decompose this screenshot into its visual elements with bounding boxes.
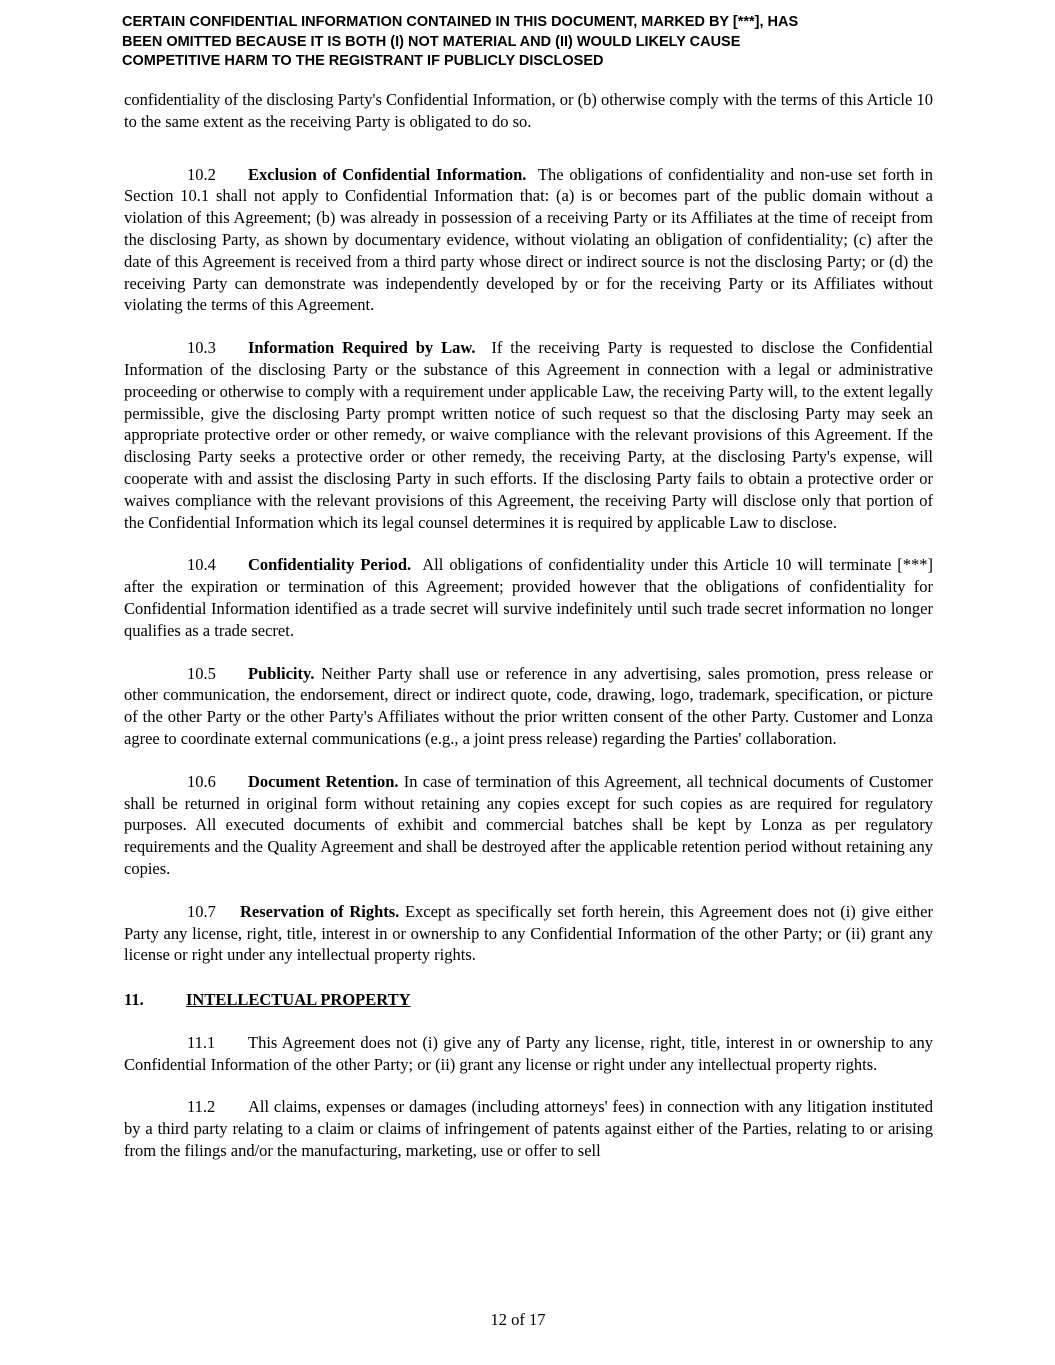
notice-line: BEEN OMITTED BECAUSE IT IS BOTH (I) NOT MATERIAL AND (II) WOULD LIKELY CAUSE xyxy=(122,33,741,50)
article-number: 11. xyxy=(124,990,144,1010)
section-text: If the receiving Party is requested to disclose the Confidential Information of the disclosing Party or the substance of this Agreement in connection with a legal or administrative proceeding or otherwise to comply with a requirement under applicable Law, the receiving Party will, to the extent legally permissible, give the disclosing Party prompt written notice of such request so that the disclosing Party may seek an appropriate protective order or other remedy, or waive compliance with the relevant provisions of this Agreement. If the disclosing Party seeks a protective order or other remedy, the receiving Party, at the disclosing Party's expense, will cooperate with and assist the disclosing Party in such efforts. If the disclosing Party fails to obtain a protective order or waives compliance with the relevant provisions of this Agreement, the receiving Party will disclose only that portion of the Confidential Information which its legal counsel determines it is required by applicable Law to disclose. xyxy=(124,338,934,532)
confidentiality-notice-header xyxy=(122,13,922,72)
article-title: INTELLECTUAL PROPERTY xyxy=(186,990,411,1010)
section-text: Neither Party shall use or reference in any advertising, sales promotion, press release or other communication, the endorsement, direct or indirect quote, code, drawing, logo, trademark, specification, or picture of the other Party or the other Party's Affiliates without the prior written consent of the other Party. Customer and Lonza agree to coordinate external communications (e.g., a joint press release) regarding the Parties' collaboration. xyxy=(124,663,933,748)
section-11-2 xyxy=(124,1096,933,1161)
continuation-paragraph: confidentiality of the disclosing Party's Confidential Information, or (b) otherwise comply with the terms of this Article 10 to the same extent as the receiving Party is obligated to do so. xyxy=(124,90,933,131)
section-text: This Agreement does not (i) give any of Party any license, right, title, interest in or ownership to any Confidential Information of the other Party; or (ii) grant any license or right under any intellectual property rights. xyxy=(124,1032,933,1074)
section-number: 10.7 xyxy=(187,901,216,921)
page-number: 12 of 17 xyxy=(490,1310,546,1329)
section-text: All claims, expenses or damages (including attorneys' fees) in connection with any litigation instituted by a third party relating to a claim or claims of infringement of patents against either of the Parties, relating to or arising from the filings and/or the manufacturing, marketing, use or offer to sell xyxy=(124,1097,933,1161)
section-title: Exclusion of Confidential Information. xyxy=(248,164,527,184)
section-number: 10.6 xyxy=(187,771,216,791)
article-11-heading xyxy=(124,989,933,1011)
section-10-6 xyxy=(124,771,933,880)
section-number: 11.1 xyxy=(187,1032,216,1052)
section-10-5 xyxy=(124,663,933,750)
section-text: All obligations of confidentiality under this Article 10 will terminate [***] after the expiration or termination of this Agreement; provided however that the obligations of confidentiality for Confidential Information identified as a trade secret will survive indefinitely until such trade secret information no longer qualifies as a trade secret. xyxy=(124,555,933,640)
section-title: Publicity. xyxy=(248,663,315,683)
section-text: The obligations of confidentiality and non-use set forth in Section 10.1 shall not apply to Confidential Information that: (a) is or becomes part of the public domain without a violation of this Agreement; (b) was already in possession of a receiving Party or its Affiliates at the time of receipt from the disclosing Party, as shown by documentary evidence, without violating an obligation of confidentiality; (c) after the date of this Agreement is received from a third party whose direct or indirect source is not the disclosing Party; or (d) the receiving Party can demonstrate was independently developed by or for the receiving Party or its Affiliates without violating the terms of this Agreement. xyxy=(124,164,934,315)
section-title: Reservation of Rights. xyxy=(240,901,400,921)
section-10-2 xyxy=(124,164,933,317)
section-number: 10.2 xyxy=(187,164,216,184)
section-text: In case of termination of this Agreement, all technical documents of Customer shall be returned in original form without retaining any copies except for such copies as are required for regulatory purposes. All executed documents of exhibit and commercial batches shall be kept by Lonza as per regulatory requirements and the Quality Agreement and shall be destroyed after the applicable retention period without retaining any copies. xyxy=(124,771,933,878)
section-title: Document Retention. xyxy=(248,771,399,791)
section-title: Confidentiality Period. xyxy=(248,555,412,575)
section-title: Information Required by Law. xyxy=(248,338,476,358)
section-10-3 xyxy=(124,337,933,533)
document-body xyxy=(124,89,933,1183)
section-10-4 xyxy=(124,554,933,641)
notice-line: CERTAIN CONFIDENTIAL INFORMATION CONTAINED IN THIS DOCUMENT, MARKED BY [***], HAS xyxy=(122,14,799,30)
section-number: 10.5 xyxy=(187,663,216,683)
section-number: 10.4 xyxy=(187,555,216,575)
section-number: 10.3 xyxy=(187,338,216,358)
section-text: Except as specifically set forth herein, this Agreement does not (i) give either Party any license, right, title, interest in or ownership to any Confidential Information of the other Party; or (ii) grant any license or right under any intellectual property rights. xyxy=(124,901,934,965)
notice-line: COMPETITIVE HARM TO THE REGISTRANT IF PUBLICLY DISCLOSED xyxy=(122,53,604,69)
section-10-7 xyxy=(124,901,933,966)
section-number: 11.2 xyxy=(187,1097,216,1117)
section-11-1 xyxy=(124,1032,933,1076)
